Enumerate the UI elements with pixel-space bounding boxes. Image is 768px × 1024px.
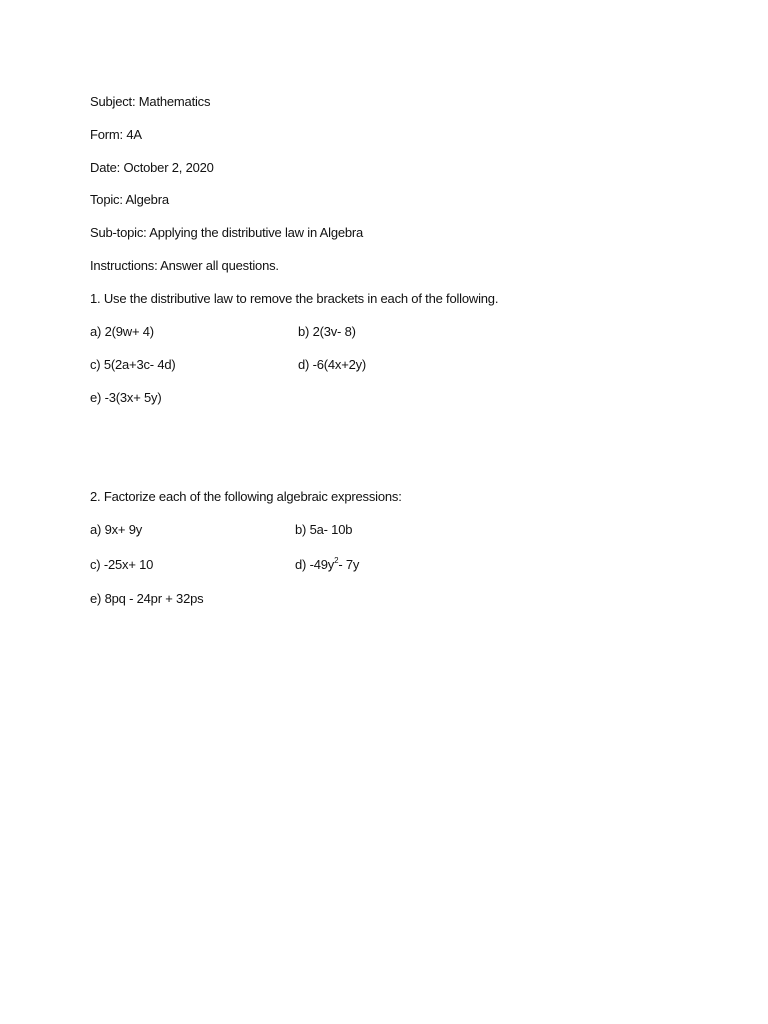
question-1-item-a: a) 2(9w+ 4) <box>90 324 154 339</box>
question-2-prompt: 2. Factorize each of the following algebraic expressions: <box>90 489 402 504</box>
question-2-item-d <box>295 557 359 573</box>
subject-line: Subject: Mathematics <box>90 94 211 109</box>
subtopic-line: Sub-topic: Applying the distributive law in Algebra <box>90 225 364 240</box>
question-2-item-b: b) 5a- 10b <box>295 522 353 537</box>
question-1-item-c: c) 5(2a+3c- 4d) <box>90 357 176 372</box>
question-2-item-d-suffix: - 7y <box>338 557 360 572</box>
question-2-item-d-prefix: d) -49y <box>295 557 335 572</box>
instructions-line: Instructions: Answer all questions. <box>90 258 279 273</box>
question-2-item-d-exponent: 2 <box>334 556 339 565</box>
question-1-prompt: 1. Use the distributive law to remove the brackets in each of the following. <box>90 291 499 306</box>
form-line: Form: 4A <box>90 127 142 142</box>
question-2-item-c: c) -25x+ 10 <box>90 557 154 572</box>
question-1-item-e: e) -3(3x+ 5y) <box>90 390 162 405</box>
topic-line: Topic: Algebra <box>90 192 169 207</box>
question-1-item-b: b) 2(3v- 8) <box>298 324 356 339</box>
date-line: Date: October 2, 2020 <box>90 160 214 175</box>
question-2-item-a: a) 9x+ 9y <box>90 522 143 537</box>
question-2-item-e: e) 8pq - 24pr + 32ps <box>90 591 204 606</box>
question-1-item-d: d) -6(4x+2y) <box>298 357 367 372</box>
